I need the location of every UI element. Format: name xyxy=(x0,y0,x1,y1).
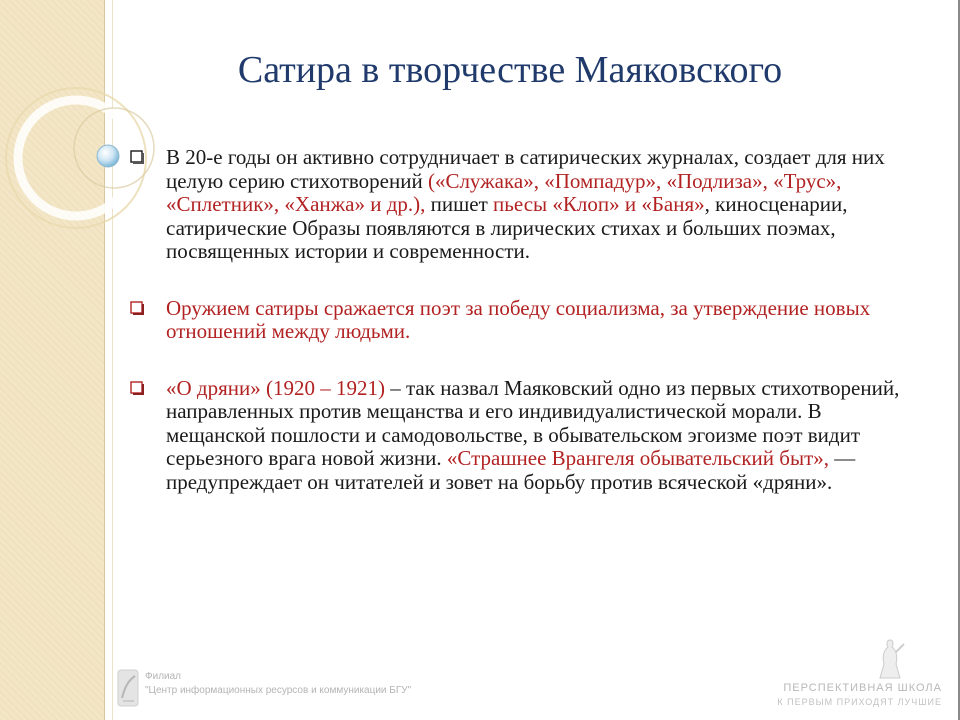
statue-icon xyxy=(870,636,910,682)
decorative-bubble xyxy=(97,145,119,167)
school-motto: К ПЕРВЫМ ПРИХОДЯТ ЛУЧШИЕ xyxy=(777,697,942,707)
checkbox-bullet-icon xyxy=(130,301,145,316)
branch-caption-line: Филиал xyxy=(145,671,182,682)
branch-logo-icon xyxy=(116,668,142,710)
school-name: ПЕРСПЕКТИВНАЯ ШКОЛА xyxy=(783,682,942,694)
highlight-segment: «О дряни» (1920 – 1921) xyxy=(166,375,385,400)
highlight-segment: Оружием сатиры сражается поэт за победу социализма, за утверждение новых отношений между людьми. xyxy=(166,295,871,343)
list-item xyxy=(130,377,920,495)
bullet-list xyxy=(130,146,920,494)
school-logo xyxy=(738,636,948,710)
bullet-text xyxy=(166,145,885,263)
list-item xyxy=(130,297,920,344)
text-segment: пишет xyxy=(425,192,494,216)
branch-caption xyxy=(145,670,411,698)
bullet-text xyxy=(166,376,899,494)
highlight-segment: пьесы «Клоп» и «Баня» xyxy=(493,192,705,216)
text-segment: — предупреждает он читателей и зовет на борьбу против всяческой «дряни». xyxy=(166,446,856,494)
highlight-segment: («Служака», «Помпадур», «Подлиза», «Трус», «Сплетник», «Ханжа» и др.), xyxy=(166,168,842,216)
list-item xyxy=(130,146,920,264)
checkbox-bullet-icon xyxy=(130,381,145,396)
bullet-text xyxy=(166,296,870,344)
text-segment: , киносценарии, сатирические Образы появляются в лирических стихах и больших поэмах, посвященных истории и современности. xyxy=(166,192,848,263)
highlight-segment: «Страшнее Врангеля обывательский быт», xyxy=(446,446,830,470)
branch-caption-line: "Центр информационных ресурсов и коммуникации БГУ" xyxy=(145,685,412,696)
checkbox-bullet-icon xyxy=(130,150,145,165)
page-title: Сатира в творчестве Маяковского xyxy=(237,49,783,91)
text-segment: – так назвал Маяковский одно из первых стихотворений, направленных против мещанства и его индивидуалистической морали. В мещанской пошлости и самодовольстве, в обывательском эгоизме поэт видит серьезного врага новой жизни. xyxy=(166,375,900,470)
text-segment: В 20-е годы он активно сотрудничает в сатирических журналах, создает для них целую серию стихотворений xyxy=(166,145,885,193)
